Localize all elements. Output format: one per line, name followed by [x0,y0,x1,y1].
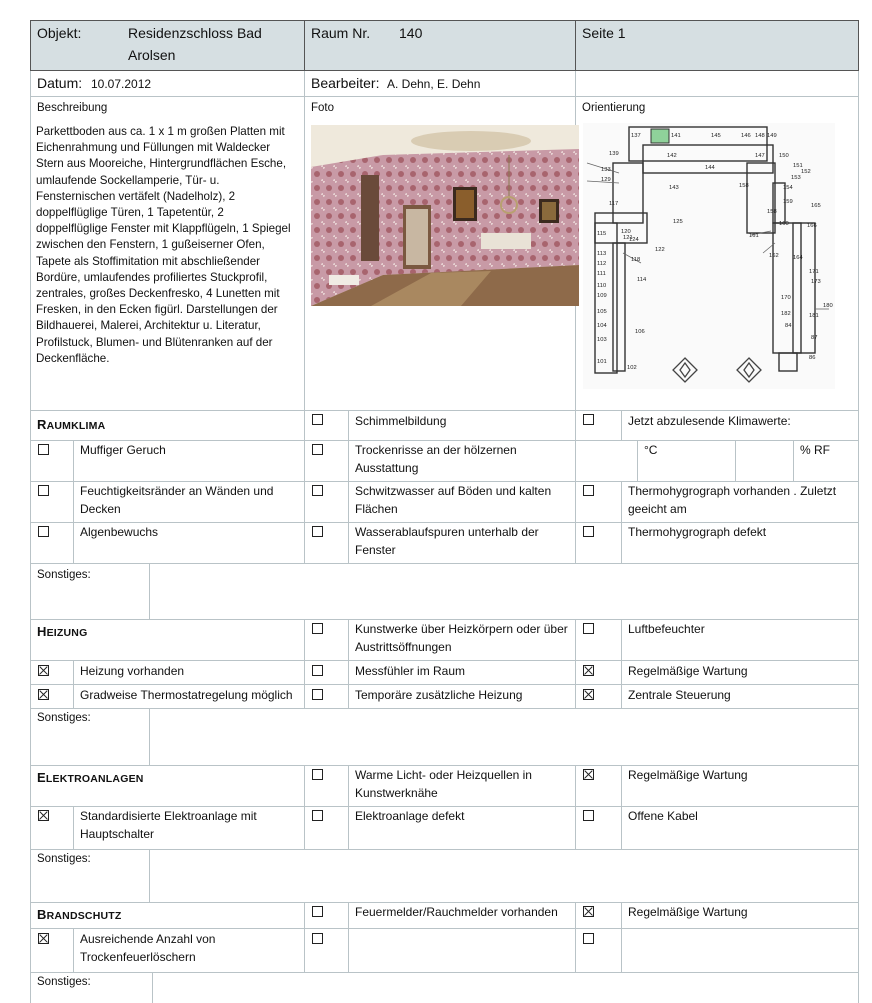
datum-label: Datum: [37,75,83,91]
plan-room-number: 180 [823,303,833,309]
label-trockenrisse-1: Trockenrisse an der hölzernen [355,443,517,457]
plan-room-number: 142 [667,153,677,159]
bearbeiter-value: A. Dehn, E. Dehn [387,77,481,91]
plan-room-number: 171 [809,269,819,275]
rf-label: % RF [800,443,830,457]
plan-room-number: 161 [749,233,759,239]
heizung-row-2 [30,685,859,709]
bearbeiter-label: Bearbeiter: [311,75,380,91]
description-line: Fensternischen vertäfelt (Nadelholz), 2 [36,189,236,203]
raumklima-row-1 [30,441,859,482]
description-line: Stern aus Mooreiche, Hintergrundflächen Esche, [36,157,287,171]
checkbox-klimawerte[interactable] [583,414,594,425]
label-brand-wartung: Regelmäßige Wartung [628,905,748,919]
label-zentrale-steuerung: Zentrale Steuerung [628,688,731,702]
form-header [30,20,859,71]
plan-room-number: 143 [669,185,679,191]
checkbox-brand-wartung[interactable] [583,906,594,917]
plan-room-number: 104 [597,323,607,329]
checkbox-luftbefeuchter[interactable] [583,623,594,634]
checkbox-wasserablauf[interactable] [312,526,323,537]
checkbox-schimmel[interactable] [312,414,323,425]
elektro-row-1 [30,807,859,850]
plan-room-number: 105 [597,309,607,315]
checkbox-temporaer[interactable] [312,689,323,700]
plan-room-number: 148 [755,133,765,139]
label-kunstwerke-heizkoerper-2: Austrittsöffnungen [355,640,452,654]
label-thermohygrograph-2: geeicht am [628,502,687,516]
plan-room-number: 152 [801,169,811,175]
room-photo [311,125,579,306]
plan-room-number: 145 [711,133,721,139]
elektro-header-row [30,766,859,807]
label-schimmel: Schimmelbildung [355,414,447,428]
label-muffig: Muffiger Geruch [80,443,166,457]
plan-room-number: 162 [769,253,779,259]
datum-row [30,71,859,97]
description-line: Fresken, in den Ecken figürl. Darstellungen der [36,303,278,317]
description-line: Bildhauerei, Malerei, Architektur u. Literatur, [36,319,261,333]
plan-room-number: 150 [779,153,789,159]
celsius-value-field[interactable] [740,445,792,462]
checkbox-heizung-vorhanden[interactable] [38,665,49,676]
plan-room-number: 125 [673,219,683,225]
checkbox-zentrale-steuerung[interactable] [583,689,594,700]
plan-room-number: 106 [635,329,645,335]
label-kunstwerke-heizkoerper-1: Kunstwerke über Heizkörpern oder über [355,622,568,636]
label-offene-kabel: Offene Kabel [628,809,698,823]
description-line: Tapete als Stoffimitation mit abschließender [36,254,261,268]
label-rauchmelder: Feuermelder/Rauchmelder vorhanden [355,905,558,919]
label-algenbewuchs: Algenbewuchs [80,525,159,539]
plan-room-number: 144 [705,165,715,171]
raumklima-row-2 [30,482,859,523]
description-line: Profilstuck, Blumen- und Blütenranken auf der [36,335,273,349]
label-feuerloescher-1: Ausreichende Anzahl von [80,932,216,946]
brand-sonstiges-label: Sonstiges: [37,976,91,988]
description-line: Deckenfläche. [36,351,110,365]
label-standard-elektroanlage-1: Standardisierte Elektroanlage mit [80,809,257,823]
label-warme-quellen-2: Kunstwerknähe [355,786,438,800]
plan-room-number: 124 [629,237,639,243]
description-line: doppelflüglige Türen, 1 Tapetentür, 2 [36,206,224,220]
label-warme-quellen-1: Warme Licht- oder Heizquellen in [355,768,532,782]
plan-room-number: 118 [631,257,641,263]
checkbox-warme-quellen[interactable] [312,769,323,780]
plan-room-number: 182 [781,311,791,317]
checkbox-schwitzwasser[interactable] [312,485,323,496]
plan-room-number: 113 [597,251,607,257]
label-feuerloescher-2: Trockenfeuerlöschern [80,950,196,964]
raum-label: Raum Nr. [311,25,371,41]
checkbox-brand-empty-2[interactable] [583,933,594,944]
label-feuchtigkeit-2: Decken [80,502,121,516]
label-thermohygrograph-1: Thermohygrograph vorhanden . Zuletzt [628,484,837,498]
checkbox-feuerloescher[interactable] [38,933,49,944]
raumklima-title: RAUMKLIMA [37,417,106,432]
objekt-value-line1: Residenzschloss Bad [128,25,262,41]
description-line: doppelflüglige Fenster mit Klappflügeln, 1 Spiegel [36,222,291,236]
heizung-row-1 [30,661,859,685]
raumklima-sonstiges-field[interactable] [154,568,855,615]
plan-room-number: 147 [755,153,765,159]
plan-room-number: 86 [809,355,816,361]
plan-room-number: 122 [655,247,665,253]
description-line: zwischen den Fenstern, 1 gußeiserner Ofen, [36,238,265,252]
plan-room-number: 181 [809,313,819,319]
checkbox-thermo-defekt[interactable] [583,526,594,537]
foto-heading: Foto [311,102,335,114]
label-gradweise: Gradweise Thermostatregelung möglich [80,688,293,702]
plan-room-number: 141 [671,133,681,139]
label-standard-elektroanlage-2: Hauptschalter [80,827,155,841]
description-line: umlaufende Sockellamperie, Tür- u. [36,173,220,187]
label-heizung-vorhanden: Heizung vorhanden [80,664,185,678]
raumklima-sonstiges-label: Sonstiges: [37,569,91,581]
room-description [36,124,298,367]
plan-room-number: 166 [807,223,817,229]
label-luftbefeuchter: Luftbefeuchter [628,622,705,636]
plan-room-number: 160 [779,221,789,227]
plan-room-number: 165 [811,203,821,209]
plan-room-number: 149 [767,133,777,139]
raum-value: 140 [399,25,423,41]
checkbox-gradweise[interactable] [38,689,49,700]
brand-title: BRANDSCHUTZ [37,907,122,922]
plan-room-number: 137 [631,133,641,139]
objekt-value-line2: Arolsen [128,47,176,63]
checkbox-offene-kabel[interactable] [583,810,594,821]
plan-room-number: 121 [623,235,633,241]
heizung-sonstiges-row [30,709,859,766]
checkbox-kunstwerke-heizkoerper[interactable] [312,623,323,634]
checkbox-elektroanlage-defekt[interactable] [312,810,323,821]
heizung-title: HEIZUNG [37,624,88,639]
objekt-label: Objekt: [37,25,82,41]
checkbox-algenbewuchs[interactable] [38,526,49,537]
heizung-sonstiges-label: Sonstiges: [37,712,91,724]
label-schwitzwasser-2: Flächen [355,502,398,516]
plan-room-number: 101 [597,359,607,365]
beschreibung-heading: Beschreibung [37,102,108,114]
elektro-title: ELEKTROANLAGEN [37,770,144,785]
heizung-sonstiges-field[interactable] [154,713,855,761]
brand-row-1 [30,929,859,973]
plan-room-number: 109 [597,293,607,299]
plan-room-number: 133 [601,167,611,173]
elektro-sonstiges-row [30,850,859,903]
plan-room-number: 153 [791,175,801,181]
plan-room-number: 120 [621,229,631,235]
orientierung-heading: Orientierung [582,102,646,114]
label-trockenrisse-2: Ausstattung [355,461,419,475]
plan-room-number: 102 [627,365,637,371]
description-line: Eichenrahmung und Füllungen mit Waldecker [36,141,271,155]
checkbox-standard-elektroanlage[interactable] [38,810,49,821]
raumklima-sonstiges-row [30,564,859,620]
brand-sonstiges-row [30,973,859,1003]
plan-room-number: 110 [597,283,607,289]
plan-room-number: 158 [767,209,777,215]
plan-room-number: 158 [739,183,749,189]
label-schwitzwasser-1: Schwitzwasser auf Böden und kalten [355,484,552,498]
plan-room-number: 114 [637,277,647,283]
label-thermo-defekt: Thermohygrograph defekt [628,525,767,539]
plan-room-number: 129 [601,177,611,183]
plan-room-number: 103 [597,337,607,343]
checkbox-trockenrisse[interactable] [312,444,323,455]
brand-header-row [30,903,859,929]
checkbox-muffig[interactable] [38,444,49,455]
heizung-header-row [30,620,859,661]
checkbox-elektro-wartung[interactable] [583,769,594,780]
plan-room-number: 112 [597,261,607,267]
celsius-label: °C [644,443,658,457]
plan-room-number: 164 [793,255,803,261]
description-line: Bordüre, umlaufendes profiliertes Stuckprofil, [36,270,268,284]
label-heizung-wartung: Regelmäßige Wartung [628,664,748,678]
plan-room-number: 115 [597,231,607,237]
label-elektroanlage-defekt: Elektroanlage defekt [355,809,465,823]
label-wasserablauf-2: Fenster [355,543,396,557]
checkbox-heizung-wartung[interactable] [583,665,594,676]
plan-room-number: 159 [783,199,793,205]
plan-room-number: 117 [609,201,619,207]
raumklima-header-row [30,411,859,441]
plan-room-number: 170 [781,295,791,301]
plan-room-number: 173 [811,279,821,285]
checkbox-feuchtigkeit[interactable] [38,485,49,496]
label-temporaer: Temporäre zusätzliche Heizung [355,688,523,702]
checkbox-messfuehler[interactable] [312,665,323,676]
raumklima-row-3 [30,523,859,564]
checkbox-rauchmelder[interactable] [312,906,323,917]
plan-room-number: 154 [783,185,793,191]
label-feuchtigkeit-1: Feuchtigkeitsränder an Wänden und [80,484,274,498]
elektro-sonstiges-field[interactable] [154,854,855,898]
description-line: Parkettboden aus ca. 1 x 1 m großen Platten mit [36,125,285,138]
plan-room-number: 111 [597,271,606,277]
label-elektro-wartung: Regelmäßige Wartung [628,768,748,782]
label-messfuehler: Messfühler im Raum [355,664,466,678]
plan-room-number: 146 [741,133,751,139]
label-wasserablauf-1: Wasserablaufspuren unterhalb der [355,525,539,539]
label-klimawerte: Jetzt abzulesende Klimawerte: [628,414,791,428]
plan-room-number: 84 [785,323,792,329]
plan-room-number: 151 [793,163,803,169]
plan-room-number: 139 [609,151,619,157]
floor-plan [583,123,835,389]
checkbox-brand-empty-1[interactable] [312,933,323,944]
brand-sonstiges-field[interactable] [157,977,855,999]
checkbox-thermohygrograph[interactable] [583,485,594,496]
datum-value: 10.07.2012 [91,77,152,91]
elektro-sonstiges-label: Sonstiges: [37,853,91,865]
description-line: zentrales, großes Deckenfresko, 4 Lunetten mit [36,287,280,301]
seite-label: Seite 1 [582,25,626,41]
plan-room-number: 87 [811,335,818,341]
